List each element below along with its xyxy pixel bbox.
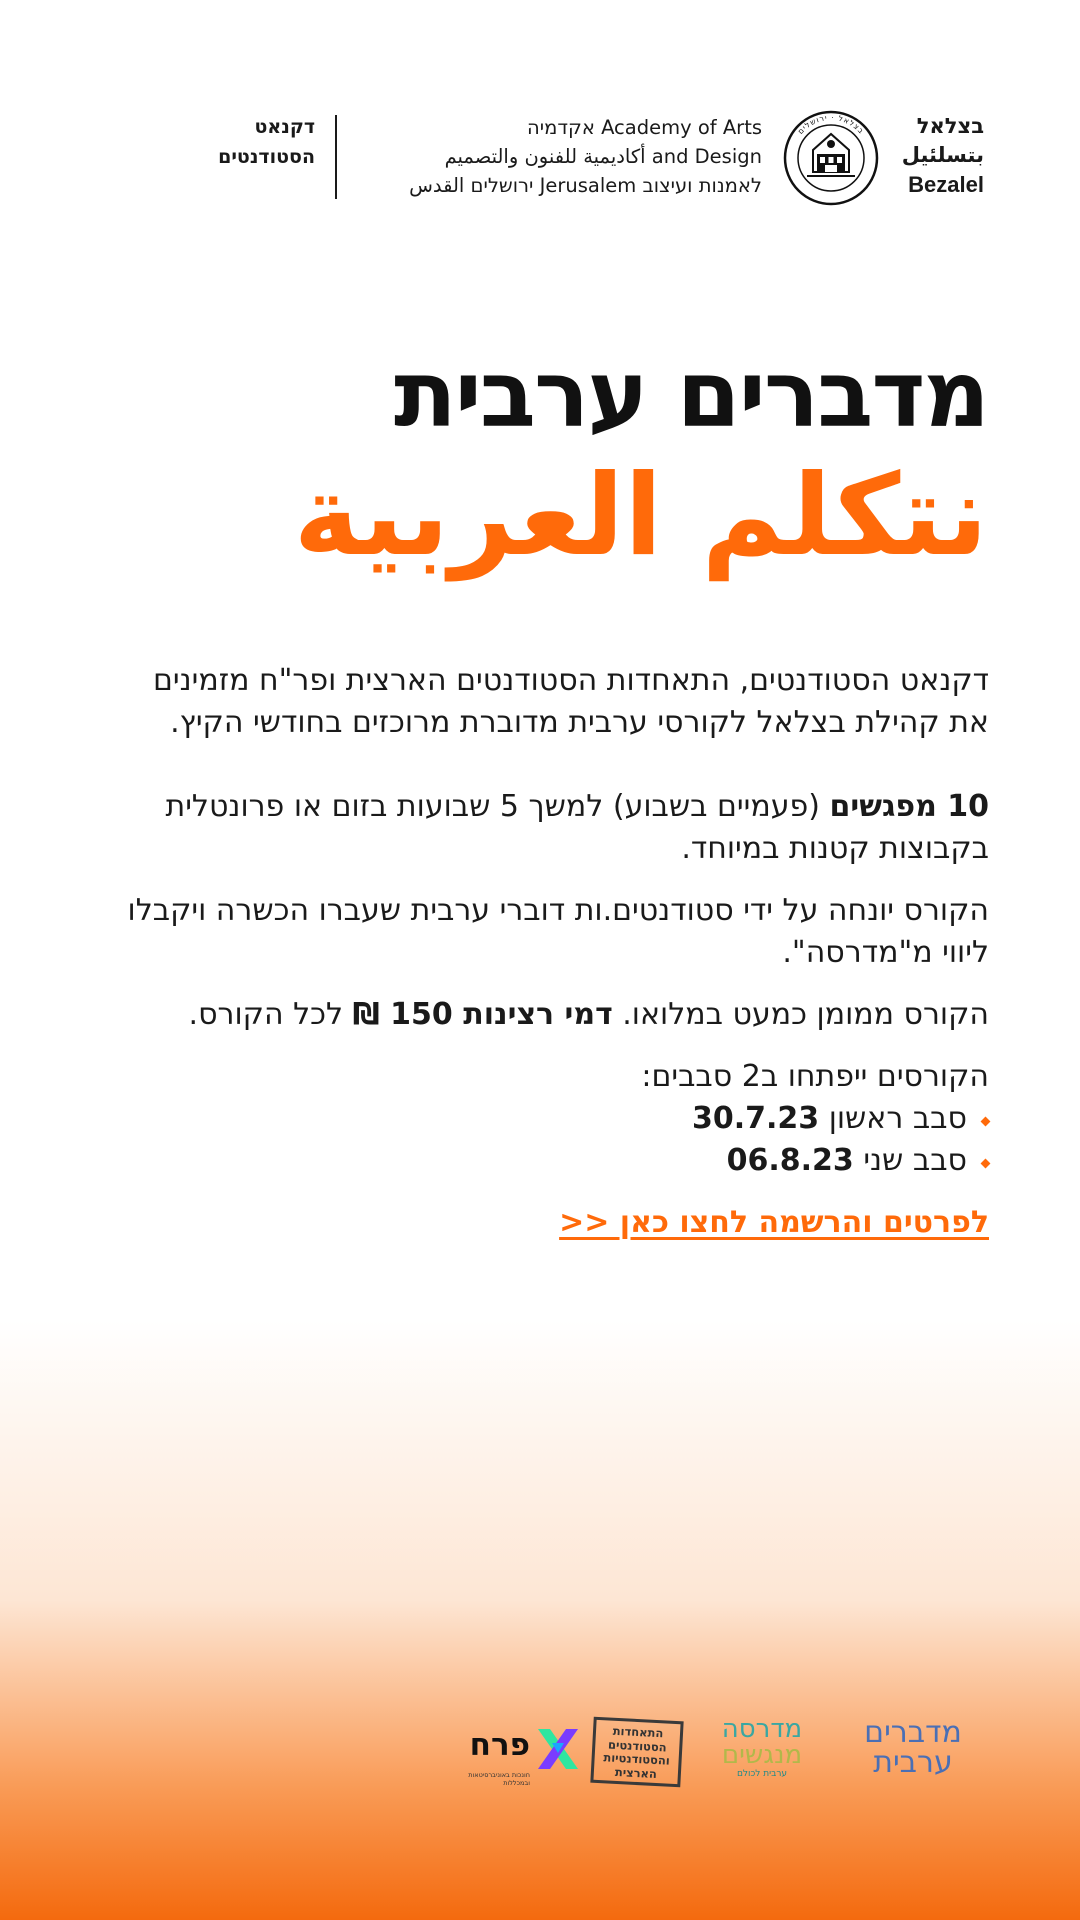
round-1-label: סבב ראשון	[819, 1101, 967, 1136]
instructors-paragraph: הקורס יונחה על ידי סטודנטים.ות דוברי ערבית שעברו הכשרה ויקבלו ליווי מ"מדרסה".	[127, 893, 989, 970]
header-divider	[335, 115, 337, 199]
perach-name: פרח	[469, 1727, 530, 1763]
student-union-logo	[590, 1717, 683, 1788]
round-1-date: 30.7.23	[692, 1101, 820, 1136]
intro-paragraph: דקנאט הסטודנטים, התאחדות הסטודנטים הארצית ופר"ח מזמינים את קהילת בצלאל לקורסי ערבית מדוברת מרוכזים בחודשי הקיץ.	[152, 663, 989, 740]
seal-text: בצלאל · ירושלים	[795, 112, 867, 136]
union-line-4: הארצית	[614, 1764, 658, 1781]
medabrim-line-2: ערבית	[873, 1745, 953, 1780]
academy-of-arts-label	[342, 113, 762, 200]
perach-logo	[457, 1713, 582, 1793]
perach-x-icon	[534, 1725, 582, 1773]
medabrim-aravit-logo	[838, 1715, 988, 1780]
round-2-label: סבב שני	[853, 1143, 967, 1178]
registration-link[interactable]: לפרטים והרשמה לחצו כאן <<	[559, 1205, 989, 1240]
bezalel-arabic: بتسلئيل	[901, 143, 984, 167]
dikanat-line-2: הסטודנטים	[218, 146, 315, 168]
student-dean-label	[190, 112, 315, 172]
announcement-body	[109, 660, 989, 1244]
funding-post: לכל הקורס.	[188, 997, 353, 1032]
dikanat-line-1: דקנאט	[254, 116, 315, 138]
madrasa-line-3: ערבית לכולם	[736, 1769, 788, 1779]
meetings-count: 10 מפגשים	[829, 789, 989, 824]
bullet-icon	[981, 1117, 991, 1127]
academy-line-1: Academy of Arts אקדמיה	[527, 116, 762, 139]
perach-subtitle: חונכות באוניברסיטאות ובמכללות	[468, 1771, 530, 1787]
funding-fee: דמי רצינות 150 ₪	[352, 997, 613, 1032]
madrasa-line-1: מדרסה	[721, 1714, 803, 1744]
madrasa-line-2: מנגשים	[721, 1740, 803, 1770]
academy-line-2: and Design أكاديمية للفنون والتصميم	[444, 145, 762, 168]
madrasa-logo	[712, 1716, 812, 1780]
list-item	[109, 1140, 989, 1182]
funding-pre: הקורס ממומן כמעט במלואו.	[612, 997, 989, 1032]
medabrim-line-1: מדברים	[864, 1715, 962, 1750]
union-line-1: התאחדות	[612, 1723, 664, 1741]
bezalel-seal-icon	[783, 110, 879, 206]
bullet-icon	[981, 1159, 991, 1169]
funding-paragraph	[109, 994, 989, 1036]
arabic-title: نتكلم العربية	[293, 451, 988, 581]
list-item	[109, 1098, 989, 1140]
rounds-intro: הקורסים ייפתחו ב2 סבבים:	[641, 1059, 989, 1094]
bezalel-hebrew: בצלאל	[916, 114, 984, 138]
bezalel-english: Bezalel	[908, 172, 984, 197]
union-line-3: והסטודנטיות	[603, 1750, 671, 1768]
hebrew-title: מדברים ערבית	[393, 341, 988, 448]
meetings-details: (פעמיים בשבוע) למשך 5 שבועות בזום או פרונטלית בקבוצות קטנות במיוחד.	[165, 789, 989, 866]
union-line-2: הסטודנטים	[607, 1736, 667, 1755]
rounds-list	[109, 1098, 989, 1182]
meetings-paragraph	[109, 786, 989, 870]
round-2-date: 06.8.23	[726, 1143, 854, 1178]
academy-line-3: לאמנות ועיצוב Jerusalem ירושלים القدس	[409, 174, 762, 197]
